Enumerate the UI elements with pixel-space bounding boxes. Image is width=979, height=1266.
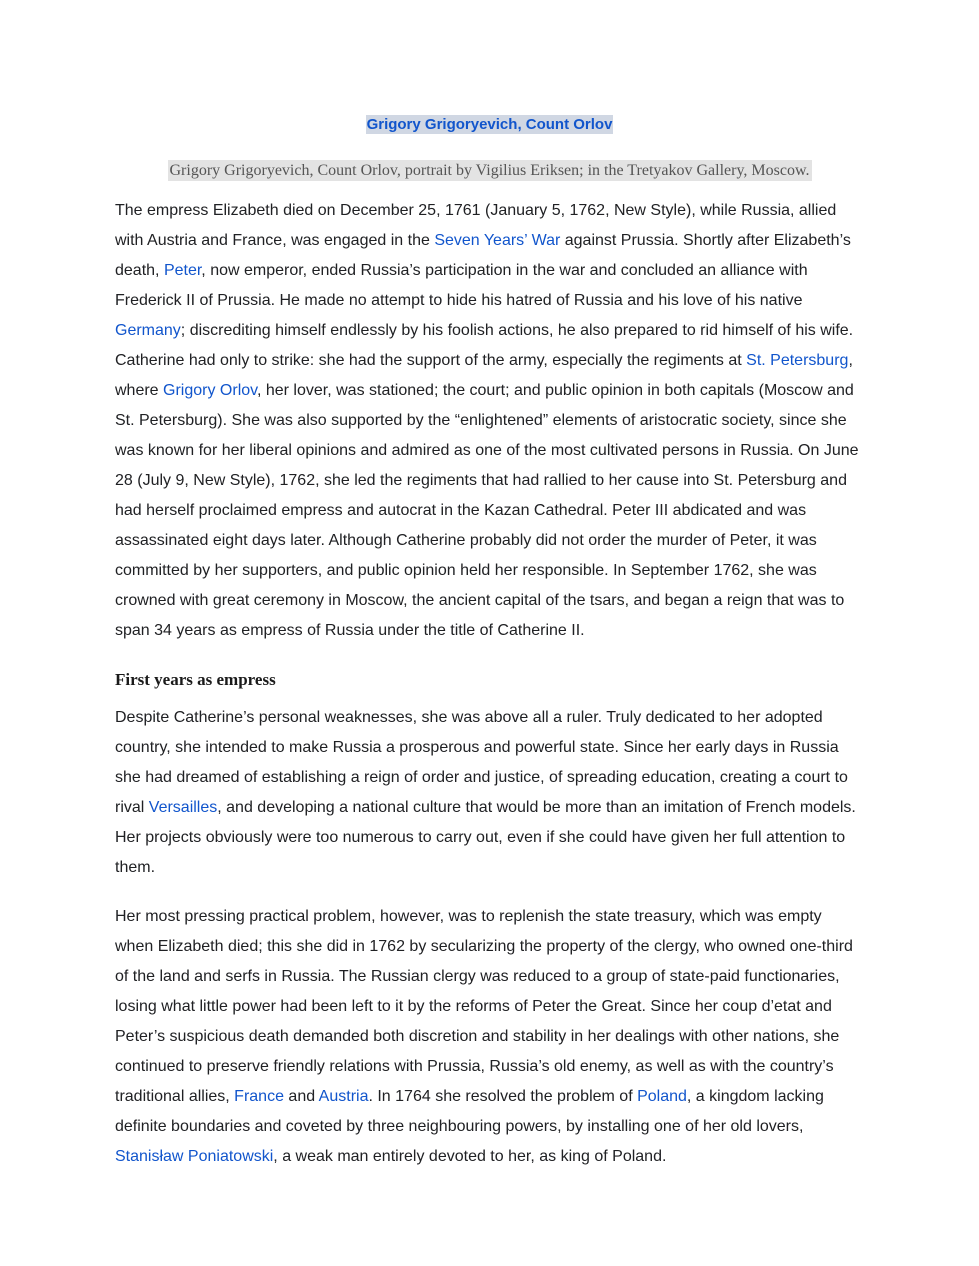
p1-text-2: against Prussia. Shortly after Elizabeth’s death, [115, 232, 851, 279]
link-france[interactable]: France [234, 1088, 284, 1105]
link-stanislaw-poniatowski[interactable]: Stanisław Poniatowski [115, 1148, 274, 1165]
p3-text-5: , a weak man entirely devoted to her, as king of Poland. [273, 1148, 667, 1165]
link-austria[interactable]: Austria [318, 1088, 369, 1105]
link-germany[interactable]: Germany [115, 322, 181, 339]
p3-text-2: and [283, 1088, 319, 1105]
p2-text-1: Despite Catherine’s personal weaknesses, she was above all a ruler. Truly dedicated to her adopted country, she intended to make Russia a prosperous and powerful state. Since her early days in Russia she had dreamed of establishing a reign of order and justice, of spreading education, creating a court to rival [115, 709, 848, 816]
link-peter[interactable]: Peter [163, 262, 202, 279]
p1-text-3: , now emperor, ended Russia’s participation in the war and concluded an alliance with Frederick II of Prussia. He made no attempt to hide his hatred of Russia and his love of his native [115, 262, 808, 309]
p3-text-3: . In 1764 she resolved the problem of [368, 1088, 638, 1105]
p1-text-5: , where [115, 352, 853, 399]
p1-text-4: ; discrediting himself endlessly by his foolish actions, he also prepared to rid himself of his wife. Catherine had only to strike: she had the support of the army, especially the regiments at [115, 322, 854, 369]
p3-text-1: Her most pressing practical problem, however, was to replenish the state treasury, which was empty when Elizabeth died; this she did in 1762 by secularizing the property of the clergy, who owned one-third of the land and serfs in Russia. The Russian clergy was reduced to a group of state-paid functionaries, losing what little power had been left to it by the reforms of Peter the Great. Since her coup d’etat and Peter’s suspicious death demanded both discretion and stability in her dealings with other nations, she continued to preserve friendly relations with Prussia, Russia’s old enemy, as well as with the country’s traditional allies, [115, 908, 853, 1105]
section-heading: First years as empress [115, 670, 276, 689]
caption-block [105, 158, 874, 184]
p1-text-1: The empress Elizabeth died on December 25, 1761 (January 5, 1762, New Style), while Russia, allied with Austria and France, was engaged in the [115, 202, 837, 249]
title-block [115, 112, 864, 138]
image-caption: Grigory Grigoryevich, Count Orlov, portrait by Vigilius Eriksen; in the Tretyakov Gallery, Moscow. [169, 162, 810, 179]
link-grigory-orlov[interactable]: Grigory Orlov [163, 382, 257, 399]
link-seven-years-war[interactable]: Seven Years’ War [434, 232, 561, 249]
link-poland[interactable]: Poland [637, 1088, 687, 1105]
title-link[interactable]: Grigory Grigoryevich, Count Orlov [366, 116, 613, 133]
p1-text-6: , her lover, was stationed; the court; and public opinion in both capitals (Moscow and St. Petersburg). She was also supported by the “enlightened” elements of aristocratic society, since she was known for her liberal opinions and admired as one of the most cultivated persons in Russia. On June 28 (July 9, New Style), 1762, she led the regiments that had rallied to her cause into St. Petersburg and had herself proclaimed empress and autocrat in the Kazan Cathedral. Peter III abdicated and was assassinated eight days later. Although Catherine probably did not order the murder of Peter, it was committed by her supporters, and public opinion held her responsible. In September 1762, she was crowned with great ceremony in Moscow, the ancient capital of the tsars, and began a reign that was to span 34 years as empress of Russia under the title of Catherine II. [115, 382, 859, 639]
p3-text-4: , a kingdom lacking definite boundaries and coveted by three neighbouring powers, by installing one of her old lovers, [115, 1088, 824, 1135]
paragraph-3 [115, 902, 864, 1172]
link-st-petersburg[interactable]: St. Petersburg [746, 352, 849, 369]
paragraph-1 [115, 196, 864, 646]
link-versailles[interactable]: Versailles [148, 799, 218, 816]
document-page [115, 112, 864, 1191]
paragraph-2 [115, 703, 864, 883]
p2-text-2: , and developing a national culture that would be more than an imitation of French models. Her projects obviously were too numerous to carry out, even if she could have given her full attention to them. [115, 799, 856, 876]
